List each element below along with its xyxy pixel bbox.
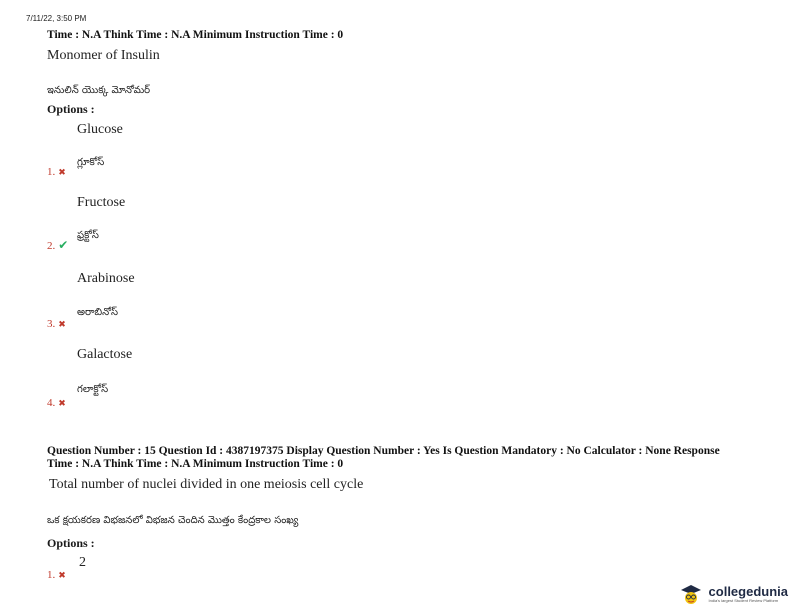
option-4-marker: [47, 393, 66, 411]
option-1-english: Glucose: [77, 122, 123, 137]
wrong-icon: ✖: [58, 399, 66, 409]
check-icon: ✔: [58, 238, 69, 252]
option-2-number: 2.: [47, 240, 56, 252]
option-1-marker: [47, 162, 66, 180]
option-1-number: 1.: [47, 569, 56, 581]
question-text-telugu: ఇనులిన్ యొక్క మోనోమర్: [47, 85, 151, 96]
options-label: Options :: [47, 102, 95, 116]
option-2-telugu: ఫ్రక్టోస్: [77, 230, 99, 241]
option-3-marker: [47, 314, 66, 332]
option-3-number: 3.: [47, 318, 56, 330]
option-2-marker: [47, 236, 68, 254]
wrong-icon: ✖: [58, 168, 66, 178]
collegedunia-logo: [677, 582, 788, 608]
option-3-english: Arabinose: [77, 271, 135, 286]
option-1-number: 1.: [47, 166, 56, 178]
question-meta-line-2: Time : N.A Think Time : N.A Minimum Instruction Time : 0: [47, 458, 344, 470]
question-meta-line-1: Question Number : 15 Question Id : 4387197375 Display Question Number : Yes Is Question Mandatory : No Calculator : None Response: [47, 445, 720, 457]
wrong-icon: ✖: [58, 571, 66, 581]
logo-text: [709, 586, 788, 604]
option-2-english: Fructose: [77, 195, 126, 210]
question-text-english: Total number of nuclei divided in one meiosis cell cycle: [49, 477, 364, 492]
wrong-icon: ✖: [58, 320, 66, 330]
option-1-marker: [47, 565, 66, 583]
options-label: Options :: [47, 536, 95, 550]
student-mascot-icon: [677, 584, 705, 606]
logo-name: collegedunia: [708, 584, 788, 599]
option-3-telugu: అరాబినోస్: [77, 307, 119, 318]
option-1-english: 2: [79, 555, 86, 570]
option-4-number: 4.: [47, 397, 56, 409]
print-timestamp: 7/11/22, 3:50 PM: [26, 14, 87, 23]
question-text-english: Monomer of Insulin: [47, 48, 160, 63]
question-text-telugu: ఒక క్షయకరణ విభజనలో విభజన చెందిన మొత్తం కేంద్రకాల సంఖ్య: [47, 515, 299, 526]
option-4-telugu: గలాక్టోస్: [77, 384, 109, 395]
option-4-english: Galactose: [77, 347, 133, 362]
question-meta: Time : N.A Think Time : N.A Minimum Instruction Time : 0: [47, 29, 344, 41]
option-1-telugu: గ్లూకోస్: [77, 157, 105, 168]
logo-tagline: India's largest Student Review Platform: [708, 598, 779, 603]
